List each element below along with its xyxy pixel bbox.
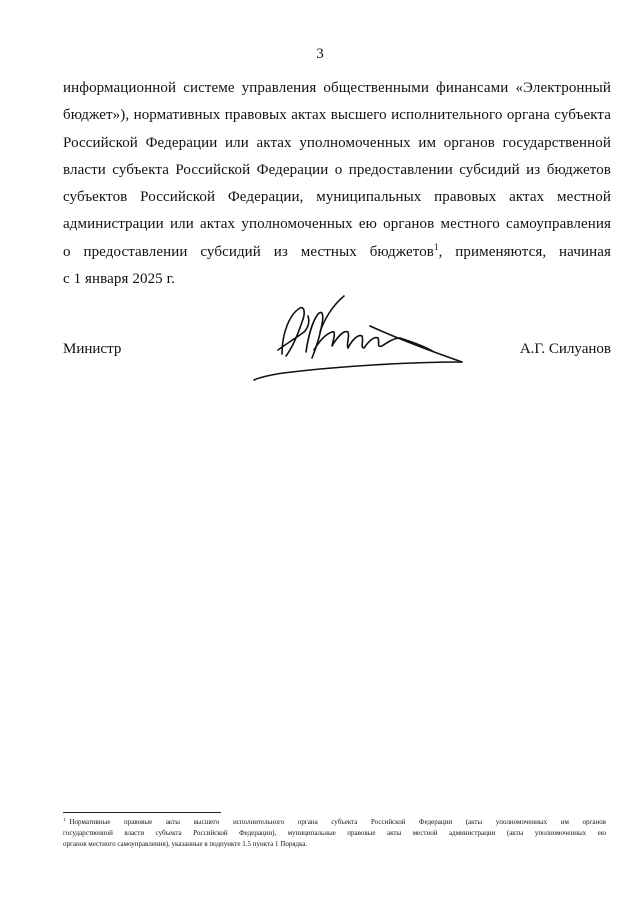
signer-title: Министр (63, 341, 122, 357)
body-line-6: администрации или актах уполномоченных ею органов местного самоуправления (63, 216, 611, 233)
footnote-line-2: государственной власти субъекта Российской Федерации), муниципальные правовые акты местной администрации (акты уполномоченных ею (63, 829, 606, 837)
footnote-reference: 1 (433, 241, 439, 252)
body-line-3: Российской Федерации или актах уполномоченных им органов государственной (63, 134, 611, 151)
body-line-7-end: , применяются, начиная (438, 243, 611, 260)
footnote-line-1 (63, 817, 606, 828)
body-line-4: власти субъекта Российской Федерации о предоставлении субсидий из бюджетов (63, 161, 611, 178)
footnote-line-1-text: Нормативные правовые акты высшего исполнительного органа субъекта Российской Федерации (акты уполномоченных им органов (69, 818, 606, 826)
footnote (63, 817, 606, 850)
body-line-2: бюджет»), нормативных правовых актах высшего исполнительного органа субъекта (63, 107, 611, 124)
body-line-5: субъектов Российской Федерации, муниципальных правовых актах местной (63, 189, 611, 206)
signer-name: А.Г. Силуанов (519, 341, 611, 357)
footnote-divider (63, 812, 221, 813)
body-paragraph (63, 75, 611, 293)
page-number: 3 (316, 46, 324, 62)
body-line-7 (63, 239, 611, 266)
footnote-number: 1 (63, 817, 66, 823)
handwritten-signature (252, 292, 472, 384)
footnote-line-3: органов местного самоуправления), указанные в подпункте 1.5 пункта 1 Порядка. (63, 840, 308, 848)
body-line-7-start: о предоставлении субсидий из местных бюджетов (63, 243, 434, 260)
body-line-8: с 1 января 2025 г. (63, 271, 176, 288)
body-line-1: информационной системе управления общественными финансами «Электронный (63, 80, 611, 96)
